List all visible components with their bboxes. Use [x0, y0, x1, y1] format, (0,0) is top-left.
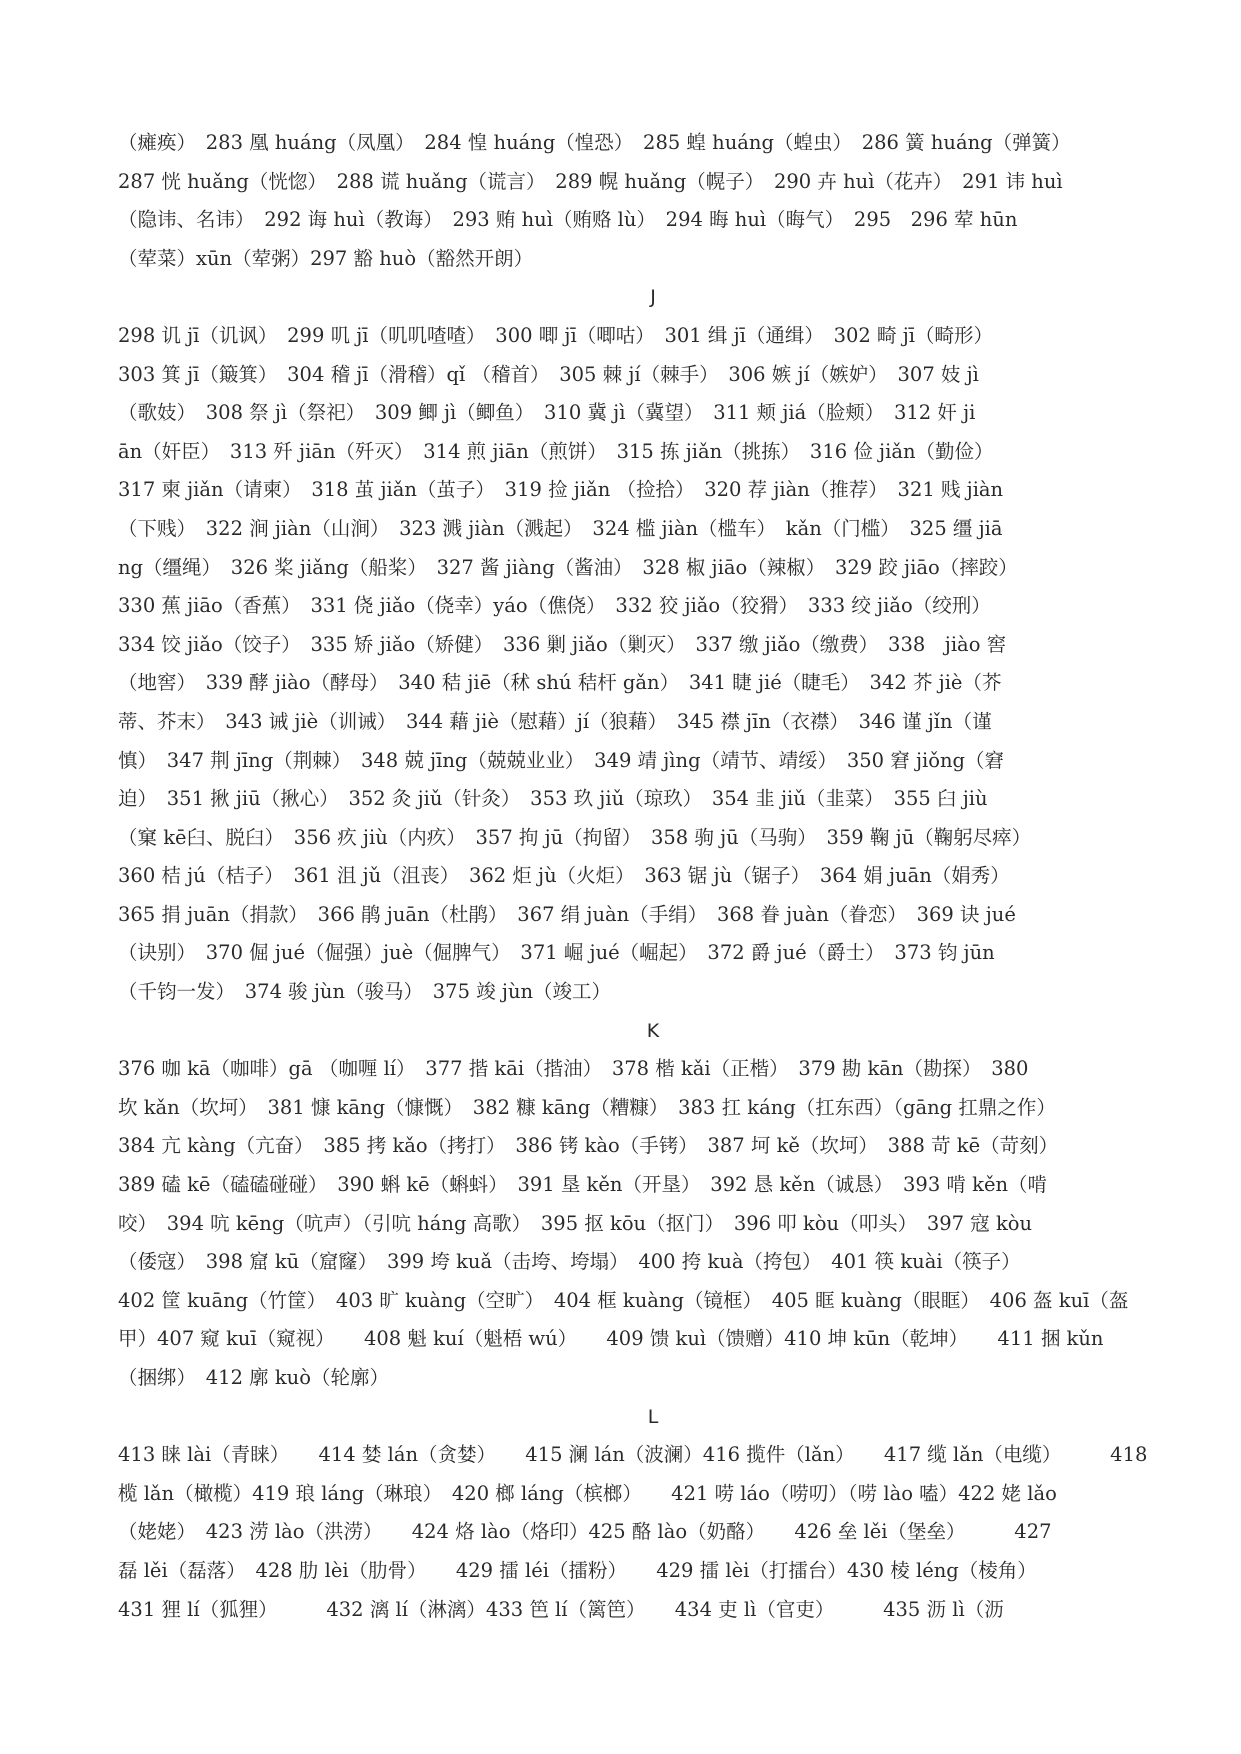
- text-line: （下贱） 322 涧 jiàn（山涧） 323 溅 jiàn（溅起） 324 槛 jiàn（槛车） kǎn（门槛） 325 缰 jiā: [118, 516, 1003, 540]
- text-line: 303 箕 jī（簸箕） 304 稽 jī（滑稽）qǐ （稽首） 305 棘 jí（棘手） 306 嫉 jí（嫉妒） 307 妓 jì: [118, 362, 979, 386]
- text-line: （诀别） 370 倔 jué（倔强）juè（倔脾气） 371 崛 jué（崛起） 372 爵 jué（爵士） 373 钧 jūn: [118, 941, 995, 965]
- text-line: 334 饺 jiǎo（饺子） 335 矫 jiǎo（矫健） 336 剿 jiǎo（剿灭） 337 缴 jiǎo（缴费） 338 jiào 窖: [118, 632, 1007, 656]
- text-line: 431 狸 lí（狐狸） 432 漓 lí（淋漓）433 笆 lí（篱笆） 434 吏 lì（官吏） 435 沥 lì（沥: [118, 1597, 1004, 1621]
- text-line: 甲）407 窥 kuī（窥视） 408 魁 kuí（魁梧 wú） 409 馈 kuì（馈赠）410 坤 kūn（乾坤） 411 捆 kǔn: [118, 1327, 1104, 1351]
- text-line: 磊 lěi（磊落） 428 肋 lèi（肋骨） 429 擂 léi（擂粉） 429 擂 lèi（打擂台）430 棱 léng（棱角）: [118, 1558, 1037, 1582]
- text-line: （歌妓） 308 祭 jì（祭祀） 309 鲫 jì（鲫鱼） 310 冀 jì（冀望） 311 颊 jiá（脸颊） 312 奸 ji: [118, 401, 976, 425]
- text-line: 402 筐 kuāng（竹筐） 403 旷 kuàng（空旷） 404 框 kuàng（镜框） 405 眶 kuàng（眼眶） 406 盔 kuī（盔: [118, 1288, 1129, 1312]
- text-line: （千钧一发） 374 骏 jùn（骏马） 375 竣 jùn（竣工）: [118, 980, 612, 1004]
- text-line: 365 捐 juān（捐款） 366 鹃 juān（杜鹃） 367 绢 juàn（手绢） 368 眷 juàn（眷恋） 369 诀 jué: [118, 902, 1016, 926]
- text-line: 迫） 351 揪 jiū（揪心） 352 灸 jiǔ（针灸） 353 玖 jiǔ（琼玖） 354 韭 jiǔ（韭菜） 355 臼 jiù: [118, 787, 988, 811]
- section-heading-l: L: [647, 1405, 659, 1428]
- text-line: 298 讥 jī（讥讽） 299 叽 jī（叽叽喳喳） 300 唧 jī（唧咕） 301 缉 jī（通缉） 302 畸 jī（畸形）: [118, 323, 993, 347]
- text-line: 389 磕 kē（磕磕碰碰） 390 蝌 kē（蝌蚪） 391 垦 kěn（开垦） 392 恳 kěn（诚恳） 393 啃 kěn（啃: [118, 1173, 1048, 1197]
- text-line: 蒂、芥末） 343 诫 jiè（训诫） 344 藉 jiè（慰藉）jí（狼藉） 345 襟 jīn（衣襟） 346 谨 jǐn（谨: [118, 709, 992, 733]
- text-line: （倭寇） 398 窟 kū（窟窿） 399 垮 kuǎ（击垮、垮塌） 400 挎 kuà（挎包） 401 筷 kuài（筷子）: [118, 1250, 1021, 1274]
- text-line: 330 蕉 jiāo（香蕉） 331 侥 jiǎo（侥幸）yáo（僬侥） 332 狡 jiǎo（狡猾） 333 绞 jiǎo（绞刑）: [118, 594, 991, 618]
- text-line: 慎） 347 荆 jīng（荆棘） 348 兢 jīng（兢兢业业） 349 靖 jìng（靖节、靖绥） 350 窘 jiǒng（窘: [118, 748, 1005, 772]
- text-line: 榄 lǎn（橄榄）419 琅 láng（琳琅） 420 榔 láng（槟榔） 421 唠 láo（唠叨）（唠 lào 嗑）422 姥 lǎo: [118, 1481, 1057, 1505]
- text-line: （地窖） 339 酵 jiào（酵母） 340 秸 jiē（秫 shú 秸杆 gǎn） 341 睫 jié（睫毛） 342 芥 jiè（芥: [118, 671, 1002, 695]
- text-line: （瘫痪） 283 凰 huáng（凤凰） 284 惶 huáng（惶恐） 285 蝗 huáng（蝗虫） 286 簧 huáng（弹簧）: [118, 131, 1071, 154]
- text-line: 376 咖 kā（咖啡）gā （咖喱 lí） 377 揩 kāi（揩油） 378 楷 kǎi（正楷） 379 勘 kān（勘探） 380: [118, 1057, 1029, 1081]
- text-line: 384 亢 kàng（亢奋） 385 拷 kǎo（拷打） 386 铐 kào（手铐） 387 坷 kě（坎坷） 388 苛 kē（苛刻）: [118, 1134, 1059, 1158]
- text-line: （窠 kē臼、脱臼） 356 疚 jiù（内疚） 357 拘 jū（拘留） 358 驹 jū（马驹） 359 鞠 jū（鞠躬尽瘁）: [118, 825, 1032, 849]
- text-line: （荤菜）xūn（荤粥）297 豁 huò（豁然开朗）: [118, 246, 534, 270]
- section-heading-k: K: [646, 1019, 660, 1042]
- text-line: （姥姥） 423 涝 lào（洪涝） 424 烙 lào（烙印）425 酪 lào（奶酪） 426 垒 lěi（堡垒） 427: [118, 1520, 1052, 1544]
- text-line: （捆绑） 412 廓 kuò（轮廓）: [118, 1366, 389, 1389]
- text-line: 287 恍 huǎng（恍惚） 288 谎 huǎng（谎言） 289 幌 huǎng（幌子） 290 卉 huì（花卉） 291 讳 huì: [118, 169, 1063, 193]
- document-page: [118, 124, 1188, 1629]
- text-line: 360 桔 jú（桔子） 361 沮 jǔ（沮丧） 362 炬 jù（火炬） 363 锯 jù（锯子） 364 娟 juān（娟秀）: [118, 864, 1010, 888]
- text-line: 317 柬 jiǎn（请柬） 318 茧 jiǎn（茧子） 319 捡 jiǎn （捡拾） 320 荐 jiàn（推荐） 321 贱 jiàn: [118, 478, 1004, 502]
- text-line: 坎 kǎn（坎坷） 381 慷 kāng（慷慨） 382 糠 kāng（糟糠） 383 扛 káng（扛东西）（gāng 扛鼎之作）: [118, 1095, 1056, 1119]
- text-line: （隐讳、名讳） 292 诲 huì（教诲） 293 贿 huì（贿赂 lù） 294 晦 huì（晦气） 295 296 荤 hūn: [118, 208, 1018, 232]
- text-line: 咬） 394 吭 kēng（吭声）（引吭 háng 高歌） 395 抠 kōu（抠门） 396 叩 kòu（叩头） 397 寇 kòu: [118, 1211, 1033, 1235]
- text-line: 413 睐 lài（青睐） 414 婪 lán（贪婪） 415 澜 lán（波澜）416 揽件（lǎn） 417 缆 lǎn（电缆） 418: [118, 1443, 1148, 1467]
- section-heading-j: J: [650, 286, 656, 309]
- text-line: ng（缰绳） 326 桨 jiǎng（船桨） 327 酱 jiàng（酱油） 328 椒 jiāo（辣椒） 329 跤 jiāo（摔跤）: [118, 555, 1018, 579]
- text-line: ān（奸臣） 313 歼 jiān（歼灭） 314 煎 jiān（煎饼） 315 拣 jiǎn（挑拣） 316 俭 jiǎn（勤俭）: [118, 439, 994, 463]
